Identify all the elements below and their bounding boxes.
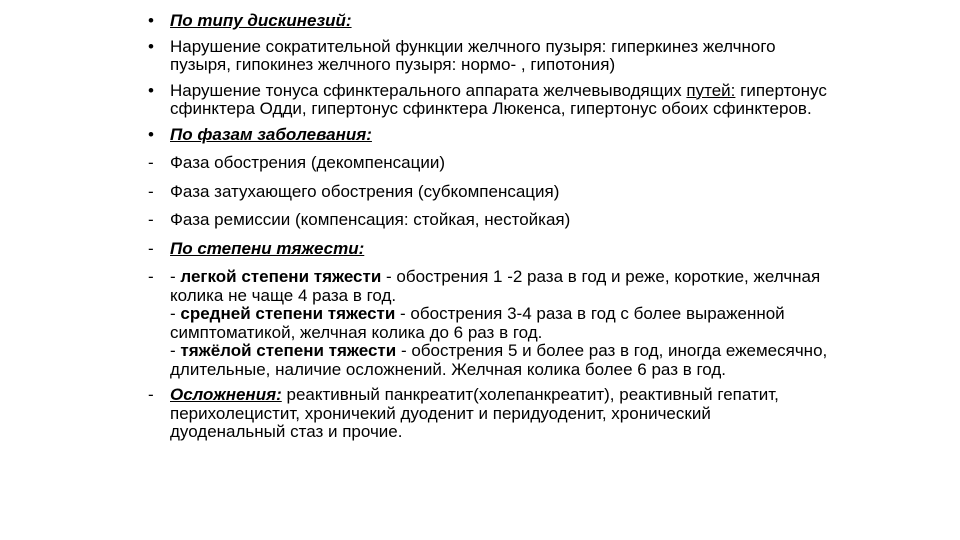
list-item-phase-remission (148, 211, 828, 230)
severity-moderate (170, 305, 828, 342)
dash-marker: - (148, 181, 154, 201)
dash-marker: - (148, 238, 154, 258)
severity-term: средней степени тяжести (180, 304, 396, 323)
list-item-disease-phases (148, 126, 828, 145)
dash-marker: - (148, 267, 154, 286)
item-text: Фаза ремиссии (компенсация: стойкая, нестойкая) (170, 210, 571, 229)
item-lead-plain: Нарушение тонуса сфинктерального аппарата желчевыводящих (170, 80, 687, 100)
severity-prefix: - (170, 267, 181, 286)
bullet-marker: • (148, 124, 154, 144)
item-lead-underlined: путей: (686, 80, 736, 100)
dash-marker: - (148, 385, 154, 404)
item-text: гипертонус сфинктера Одди, гипертонус сфинктера Люкенса, гипертонус обоих сфинктеров. (170, 80, 827, 118)
section-heading: Осложнения: (170, 385, 282, 404)
severity-text: - обострения 1 -2 раза в год и реже, короткие, желчная колика не чаще 4 раза в год. (170, 267, 821, 305)
item-lead: Нарушение сократительной функции желчного пузыря: (170, 36, 607, 56)
dash-marker: - (148, 153, 154, 172)
severity-text: - обострения 5 и более раз в год, иногда ежемесячно, длительные, наличие осложнений. Желчная колика более 6 раз в год. (170, 341, 828, 379)
section-heading: По степени тяжести: (170, 238, 365, 258)
list-item-phase-subsiding (148, 183, 828, 202)
list-item-severity-heading (148, 240, 828, 259)
severity-mild (170, 268, 828, 305)
severity-term: тяжёлой степени тяжести (180, 341, 397, 360)
severity-text: - обострения 3-4 раза в год с более выраженной симптоматикой, желчная колика до 6 раз в год. (170, 304, 785, 342)
section-heading: По фазам заболевания: (170, 124, 372, 144)
bullet-marker: • (148, 80, 154, 100)
bullet-marker: • (148, 36, 154, 56)
item-text: реактивный панкреатит(холепанкреатит), реактивный гепатит, перихолецистит, хроничекий дуоденит и перидуоденит, хронический дуоденальный стаз и прочие. (170, 385, 779, 441)
list-item-contractile-function (148, 38, 828, 75)
list-item-complications (148, 386, 828, 442)
list-item-phase-exacerbation (148, 154, 828, 173)
severity-prefix: - (170, 304, 181, 323)
list-item-severity-grades (148, 268, 828, 379)
severity-term: легкой степени тяжести (180, 267, 382, 286)
list-item-dyskinesia-type (148, 12, 828, 31)
bullet-marker: • (148, 11, 154, 30)
item-text: Фаза затухающего обострения (субкомпенсация) (170, 181, 560, 201)
item-text: гиперкинез желчного пузыря, гипокинез желчного пузыря: нормо- , гипотония) (170, 36, 776, 74)
item-text: Фаза обострения (декомпенсации) (170, 153, 446, 172)
section-heading: По типу дискинезий: (170, 11, 352, 30)
list-item-sphincter-tone (148, 82, 828, 119)
dash-marker: - (148, 210, 154, 229)
severity-severe (170, 342, 828, 379)
classification-list (148, 12, 828, 442)
severity-prefix: - (170, 341, 181, 360)
